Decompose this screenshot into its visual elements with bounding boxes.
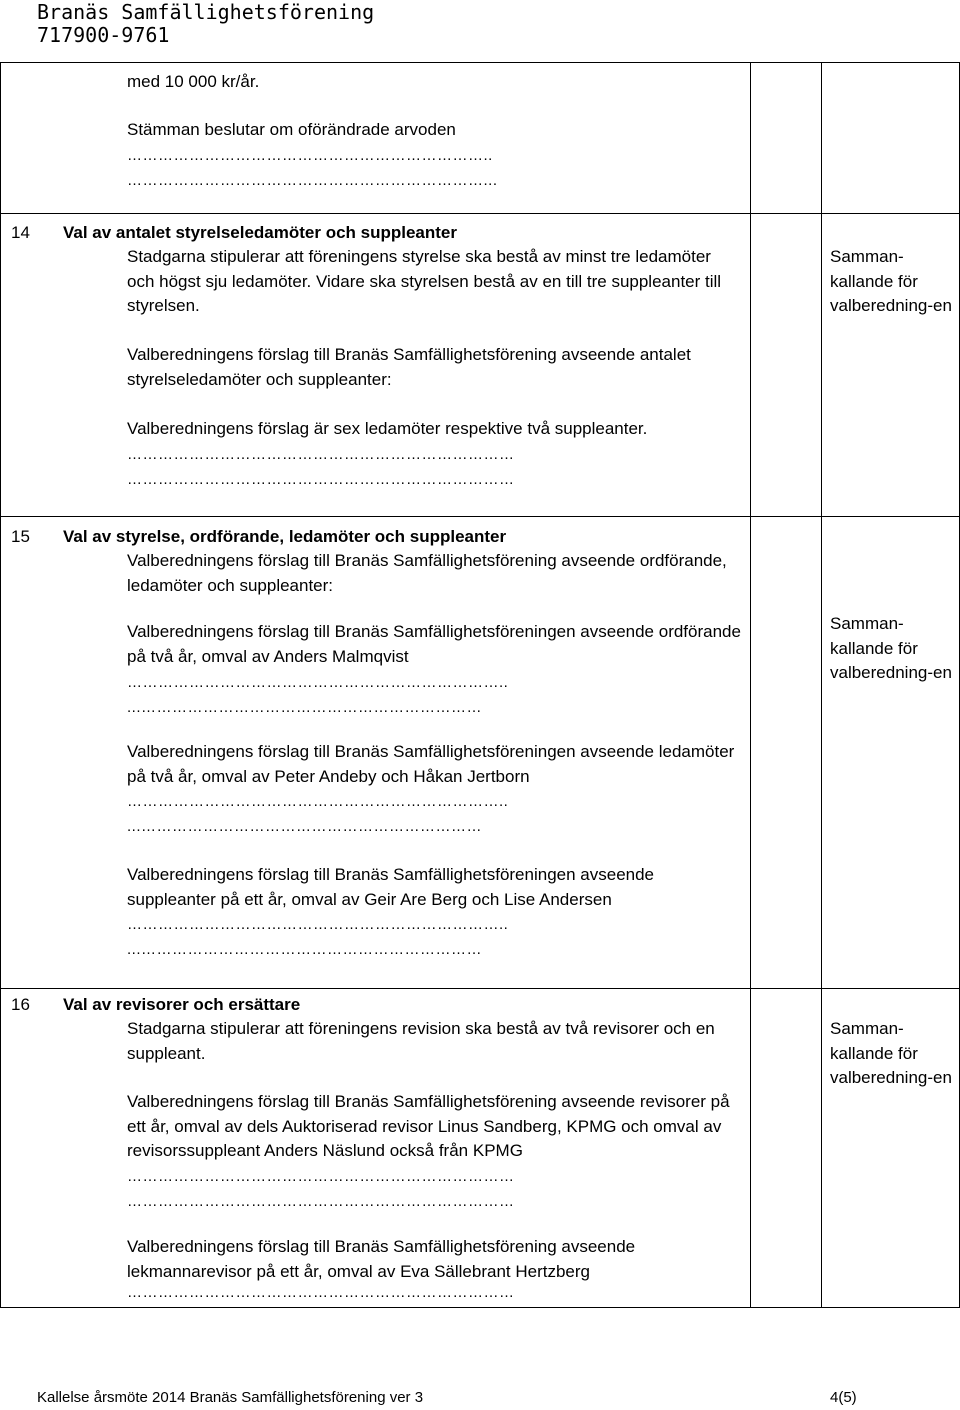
column-divider [821, 989, 822, 1307]
item-paragraph: Valberedningens förslag till Branäs Samfällighetsföreningen avseende suppleanter på ett år, omval av Geir Are Berg och Lise Andersen [127, 865, 655, 909]
responsible-person: Samman-kallande för valberedning-en [830, 1019, 952, 1087]
agenda-row-14 [1, 213, 959, 516]
dotted-line: ...………………………………………………………… [127, 818, 483, 835]
footer-page-number: 4(5) [830, 1389, 857, 1406]
agenda-table [0, 62, 960, 1308]
dotted-line: ……………………………………………………………….. [127, 916, 509, 933]
column-divider [750, 517, 751, 988]
column-divider [821, 517, 822, 988]
responsible-person: Samman-kallande för valberedning-en [830, 614, 952, 682]
item-paragraph: Valberedningens förslag till Branäs Samfällighetsförening avseende ordförande, ledamöter och suppleanter: [127, 551, 727, 595]
footer-document-title: Kallelse årsmöte 2014 Branäs Samfällighetsförening ver 3 [37, 1389, 424, 1406]
item-paragraph: Valberedningens förslag till Branäs Samfällighetsföreningen avseende ordförande på två år, omval av Anders Malmqvist [127, 622, 741, 666]
item-number: 14 [11, 223, 30, 242]
item-paragraph: Valberedningens förslag till Branäs Samfällighetsförening avseende antalet styrelseledamöter och suppleanter: [127, 345, 691, 389]
dotted-line: ………………………………………………………………… [127, 1284, 515, 1301]
item-number: 16 [11, 995, 30, 1014]
dotted-line: ………………………………………………………………… [127, 446, 515, 463]
header-organization-name: Branäs Samfällighetsförening [37, 0, 375, 24]
agenda-row-15 [1, 516, 959, 988]
responsible-person: Samman-kallande för valberedning-en [830, 247, 952, 315]
column-divider [750, 63, 751, 213]
item-heading: Val av revisorer och ersättare [63, 995, 301, 1014]
dotted-line: ………………………………………………………………… [127, 1193, 515, 1210]
fee-amount-text: med 10 000 kr/år. [127, 72, 260, 91]
item-paragraph: Valberedningens förslag till Branäs Samfällighetsförening avseende lekmannarevisor på ett år, omval av Eva Sällebrant Hertzberg [127, 1237, 636, 1281]
dotted-line: …………………………………………………………….. [127, 147, 493, 164]
dotted-line: ………………………………………………………………… [127, 1168, 515, 1185]
column-divider [821, 214, 822, 516]
dotted-line: ……………………………………………………………….. [127, 674, 509, 691]
dotted-line: ……………………………………………………………... [127, 172, 498, 189]
item-number: 15 [11, 527, 30, 546]
column-divider [750, 989, 751, 1307]
item-paragraph: Stadgarna stipulerar att föreningens revision ska bestå av två revisorer och en suppleant. [127, 1019, 715, 1063]
item-paragraph: Valberedningens förslag till Branäs Samfällighetsföreningen avseende ledamöter på två år, omval av Peter Andeby och Håkan Jertborn [127, 742, 735, 786]
agenda-row-continuation [1, 63, 959, 213]
item-paragraph: Stadgarna stipulerar att föreningens styrelse ska bestå av minst tre ledamöter och högst sju ledamöter. Vidare ska styrelsen bestå av en till tre suppleanter till styrelsen. [127, 247, 722, 315]
decision-text: Stämman beslutar om oförändrade arvoden [127, 120, 456, 139]
item-heading: Val av styrelse, ordförande, ledamöter och suppleanter [63, 527, 507, 546]
dotted-line: ...………………………………………………………… [127, 941, 483, 958]
item-proposal: Valberedningens förslag är sex ledamöter respektive två suppleanter. [127, 419, 648, 438]
item-paragraph: Valberedningens förslag till Branäs Samfällighetsförening avseende revisorer på ett år, omval av dels Auktoriserad revisor Linus Sandberg, KPMG och omval av revisorssuppleant Anders Näslund också från KPMG [127, 1092, 730, 1160]
column-divider [821, 63, 822, 213]
dotted-line: ……………………………………………………………….. [127, 793, 509, 810]
header-organization-number: 717900-9761 [37, 23, 170, 47]
item-heading: Val av antalet styrelseledamöter och suppleanter [63, 223, 457, 242]
column-divider [750, 214, 751, 516]
dotted-line: ...………………………………………………………… [127, 699, 483, 716]
dotted-line: ………………………………………………………………… [127, 471, 515, 488]
agenda-row-16 [1, 988, 959, 1307]
